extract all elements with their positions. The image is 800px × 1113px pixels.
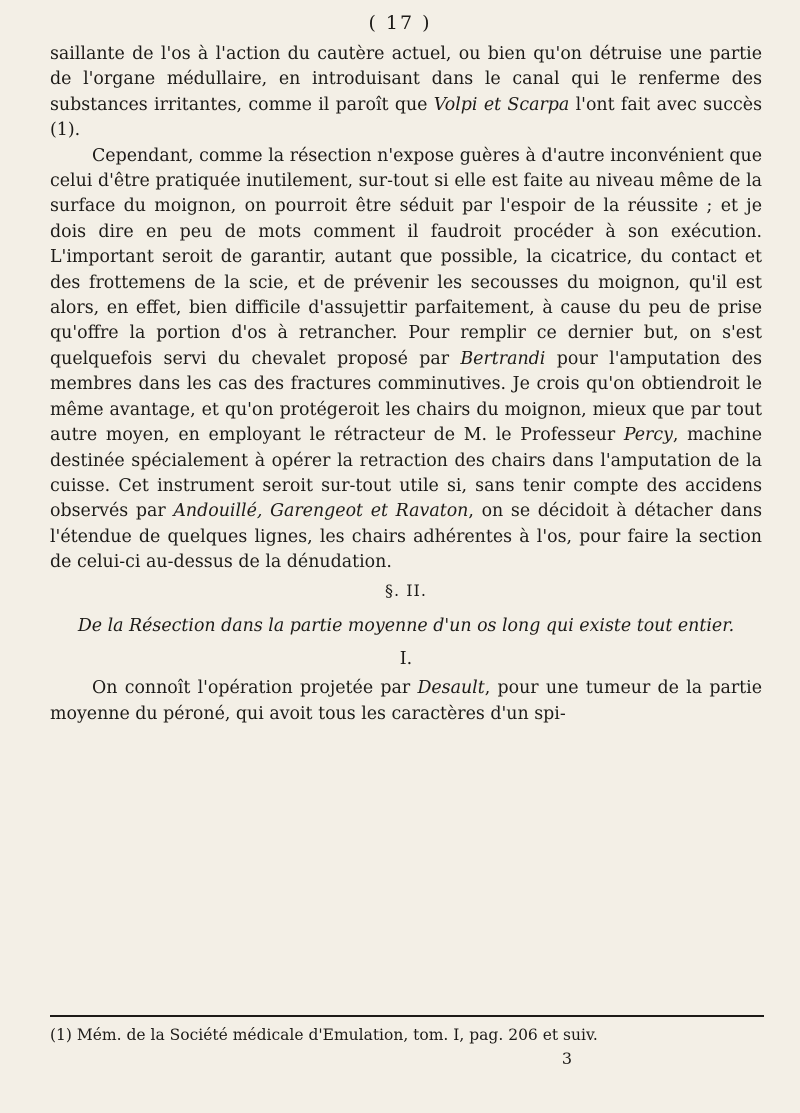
paragraph-3: On connoît l'opération projetée par Desault, pour une tumeur de la partie moyenne du péroné, qui avoit tous les caractères d'un spi-	[50, 678, 763, 724]
footnote: (1) Mém. de la Société médicale d'Emulation, tom. I, pag. 206 et suiv.	[50, 1026, 598, 1044]
signature-mark: 3	[561, 1049, 573, 1068]
footnote-rule	[50, 1015, 764, 1017]
body-text	[50, 42, 762, 727]
author-names-andouille: Andouillé, Garengeot et Ravaton	[173, 501, 469, 522]
author-name-bertrandi: Bertrandi	[460, 348, 546, 369]
page-number: ( 17 )	[368, 12, 432, 34]
paragraph-2: Cependant, comme la résection n'expose guères à d'autre inconvénient que celui d'être pratiquée inutilement, sur-tout si elle est faite au niveau même de la surface du moignon, on pourroit être séduit par l'espoir de la réussite ; et je dois dire en peu de mots comment il faudroit procéder à son exécution. L'important seroit de garantir, autant que possible, la cicatrice, du contact et des frottemens de la scie, et de prévenir les secousses du moignon, qu'il est alors, en effet, bien difficile d'assujettir parfaitement, à cause du peu de prise qu'offre la portion d'os à retrancher. Pour remplir ce dernier but, on s'est quelquefois servi du chevalet proposé par Bertrandi pour l'amputation des membres dans les cas des fractures comminutives. Je crois qu'on obtiendroit le même avantage, et qu'on protégeroit les chairs du moignon, mieux que par tout autre moyen, en employant le rétracteur de M. le Professeur Percy, machine destinée spécialement à opérer la retraction des chairs dans l'amputation de la cuisse. Cet instrument seroit sur-tout utile si, sans tenir compte des accidens observés par Andouillé, Garengeot et Ravaton, on se décidoit à détacher dans l'étendue de quelques lignes, les chairs adhérentes à l'os, pour faire la section de celui-ci au-dessus de la dénudation.	[50, 145, 763, 573]
author-name-desault: Desault	[417, 678, 485, 699]
section-heading: De la Résection dans la partie moyenne d'un os long qui existe tout entier.	[77, 615, 735, 636]
section-mark: §. II.	[385, 580, 427, 600]
paragraph-1: saillante de l'os à l'action du cautère actuel, ou bien qu'on détruise une partie de l'organe médullaire, en introduisant dans le canal qui le renferme des substances irritantes, comme il paroît que Volpi et Scarpa l'ont fait avec succès (1).	[50, 44, 762, 141]
subsection-numeral: I.	[399, 648, 413, 669]
author-name-percy: Percy	[623, 425, 673, 446]
author-names: Volpi et Scarpa	[433, 94, 570, 115]
